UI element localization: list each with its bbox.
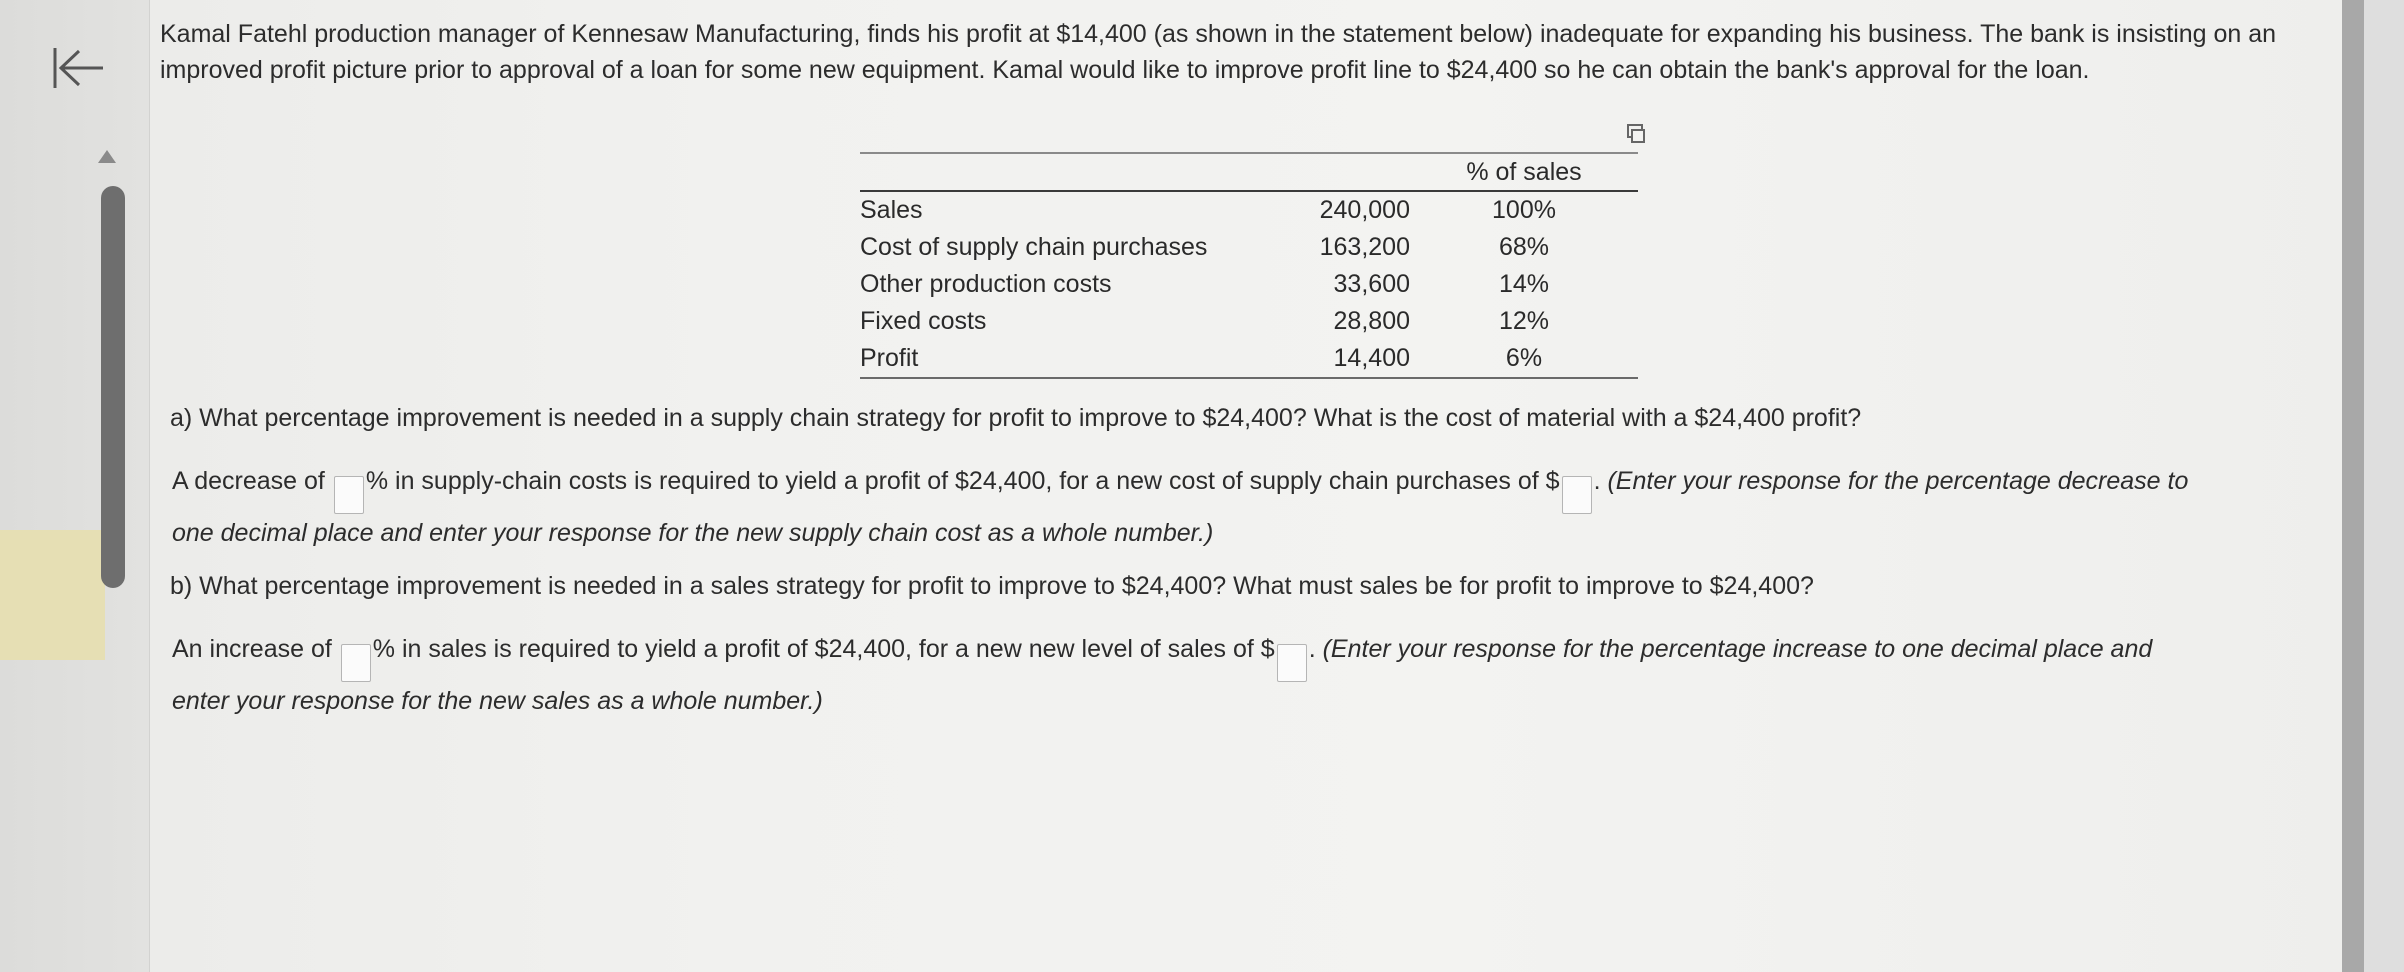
income-statement-table [860,152,1638,379]
table-row [860,266,1638,303]
row-amount: 240,000 [1319,196,1410,224]
row-label: Sales [860,196,923,224]
right-scrollbar[interactable] [2342,0,2364,972]
table-row [860,229,1638,266]
problem-content [160,16,2310,88]
question-a: a) What percentage improvement is needed in a supply chain strategy for profit to improve to $24,400? What is the cost of material with a $24,400 profit? [170,404,1862,432]
decrease-pct-input[interactable] [334,476,364,514]
answer-b: An increase of % in sales is required to yield a profit of $24,400, for a new new level of sales of $ . (Enter your response for the percentage increase to one decimal place and enter your response for the new sales as a whole number.) [172,635,2153,715]
instruction-b-line1: (Enter your response for the percentage increase to one decimal place and [1322,635,2153,663]
back-to-start-button[interactable] [48,38,108,98]
back-to-start-icon [49,42,107,94]
table-row [860,191,1638,229]
side-highlight [0,530,105,660]
instruction-a-line1: (Enter your response for the percentage decrease to [1607,467,2189,495]
instruction-a-line2: one decimal place and enter your response for the new supply chain cost as a whole number.) [172,518,1214,547]
row-label: Other production costs [860,270,1112,298]
answer-a: A decrease of % in supply-chain costs is required to yield a profit of $24,400, for a new cost of supply chain purchases of $ . (Enter your response for the percentage decrease to one decimal place and enter your response for the new supply chain cost as a whole number.) [172,467,2189,547]
row-label: Cost of supply chain purchases [860,233,1208,261]
row-amount: 163,200 [1319,233,1410,261]
new-supply-cost-input[interactable] [1562,476,1592,514]
row-label: Profit [860,344,919,372]
problem-intro: Kamal Fatehl production manager of Kennesaw Manufacturing, finds his profit at $14,400 (as shown in the statement below) inadequate for expanding his business. The bank is insisting on an improved profit picture prior to approval of a loan for some new equipment. Kamal would like to improve profit line to $24,400 so he can obtain the bank's approval for the loan. [160,20,2277,84]
left-rail [0,0,150,972]
copy-table-icon[interactable] [1624,122,1648,146]
scroll-up-arrow-icon[interactable] [98,150,116,163]
question-b: b) What percentage improvement is needed in a sales strategy for profit to improve to $24,400? What must sales be for profit to improve to $24,400? [170,572,1814,600]
increase-pct-input[interactable] [341,644,371,682]
table-row [860,303,1638,340]
row-pct: 12% [1498,307,1550,335]
row-amount: 28,800 [1333,307,1410,335]
scrollbar-thumb[interactable] [101,186,125,588]
table-row [860,340,1638,378]
row-pct: 14% [1498,270,1550,298]
right-edge [2364,0,2404,972]
pct-of-sales-header: % of sales [1466,158,1582,186]
row-amount: 14,400 [1333,344,1410,372]
row-pct: 6% [1505,344,1543,372]
instruction-b-line2: enter your response for the new sales as a whole number.) [172,686,823,715]
row-amount: 33,600 [1333,270,1410,298]
row-label: Fixed costs [860,307,987,335]
table-header-row [860,153,1638,191]
new-sales-input[interactable] [1277,644,1307,682]
row-pct: 68% [1498,233,1550,261]
row-pct: 100% [1492,196,1556,224]
